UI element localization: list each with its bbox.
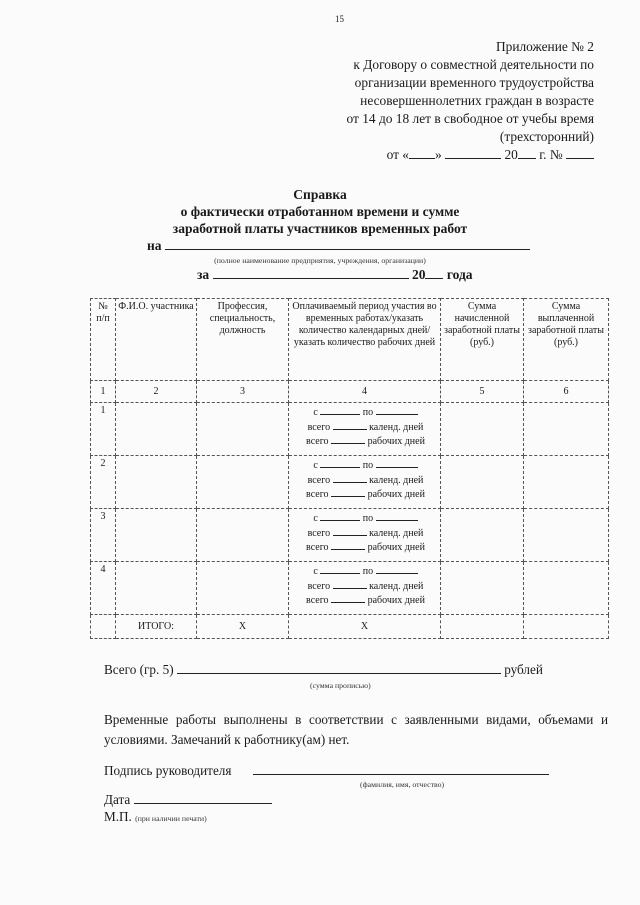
on-label: на (147, 238, 162, 253)
stamp-line (104, 809, 207, 825)
paid-cell[interactable] (524, 456, 609, 509)
paid-cell[interactable] (524, 403, 609, 456)
period-cell[interactable] (289, 562, 441, 615)
fio-cell[interactable] (116, 562, 197, 615)
header-cell: Профессия, специальность, должность (197, 299, 289, 381)
currency-label: рублей (504, 662, 543, 677)
header-cell: № п/п (91, 299, 116, 381)
year-blank[interactable] (518, 148, 536, 159)
appendix-line: несовершеннолетних граждан в возрасте (360, 93, 594, 108)
total-label: всего (307, 421, 331, 433)
total-label: всего (306, 489, 329, 500)
column-number: 3 (197, 381, 289, 403)
from-label: с (313, 566, 318, 577)
page-number: 15 (335, 14, 344, 24)
from-label: с (313, 460, 318, 471)
date-blank[interactable] (134, 792, 272, 804)
day-blank[interactable] (409, 148, 435, 159)
stamp-label: М.П. (104, 809, 132, 824)
column-number: 2 (116, 381, 197, 403)
total-label-cell: ИТОГО: (116, 615, 197, 639)
total-x-cell: Х (289, 615, 441, 639)
profession-cell[interactable] (197, 509, 289, 562)
column-number: 1 (91, 381, 116, 403)
total-paid-cell[interactable] (524, 615, 609, 639)
doc-title: Справка (293, 187, 347, 202)
work-days-label: рабочих дней (367, 489, 425, 500)
profession-cell[interactable] (197, 562, 289, 615)
total-label: всего (307, 474, 331, 486)
organization-line (147, 238, 530, 254)
header-cell: Сумма выплаченной заработной платы (руб.) (524, 299, 609, 381)
date-label: Дата (104, 792, 131, 807)
work-days-label: рабочих дней (367, 436, 425, 447)
total-label: всего (307, 527, 331, 539)
date-quote: » (435, 147, 442, 162)
table-row (91, 456, 609, 509)
organization-blank[interactable] (165, 238, 530, 250)
work-days-label: рабочих дней (367, 595, 425, 606)
period-cell[interactable] (289, 403, 441, 456)
appendix-line: организации временного трудоустройства (354, 75, 594, 90)
paid-cell[interactable] (524, 562, 609, 615)
total-label: всего (306, 595, 329, 606)
signature-line (104, 763, 549, 779)
accrued-cell[interactable] (441, 509, 524, 562)
date-from-label: от « (386, 147, 410, 162)
total-label: всего (306, 542, 329, 553)
paid-cell[interactable] (524, 509, 609, 562)
to-label: по (362, 566, 374, 577)
row-number: 2 (91, 456, 116, 509)
row-number: 3 (91, 509, 116, 562)
total-empty-cell (91, 615, 116, 639)
profession-cell[interactable] (197, 456, 289, 509)
header-cell: Сумма начисленной заработной платы (руб.) (441, 299, 524, 381)
report-table (90, 298, 609, 639)
calendar-days-label: календ. дней (369, 527, 424, 539)
appendix-line: к Договору о совместной деятельности по (353, 57, 594, 72)
contract-number-blank[interactable] (566, 148, 594, 159)
total-row (91, 615, 609, 639)
date-line (104, 792, 272, 808)
total-sum-line (104, 662, 543, 678)
accrued-cell[interactable] (441, 403, 524, 456)
period-line (197, 267, 473, 283)
header-cell: Ф.И.О. участника (116, 299, 197, 381)
period-year-word: года (446, 267, 473, 282)
organization-hint: (полное наименование предприятия, учреждения, организации) (214, 256, 426, 265)
to-label: по (362, 513, 374, 524)
total-x-cell: Х (197, 615, 289, 639)
header-cell: Оплачиваемый период участия во временных работах/указать количество календарных дней/указать количество рабочих дней (289, 299, 441, 381)
month-blank[interactable] (445, 148, 501, 159)
appendix-line: от 14 до 18 лет в свободное от учебы время (346, 111, 594, 126)
column-number: 4 (289, 381, 441, 403)
total-sum-hint: (сумма прописью) (310, 681, 371, 690)
to-label: по (362, 407, 374, 418)
year-prefix: 20 (504, 147, 518, 162)
total-sum-label: Всего (гр. 5) (104, 662, 174, 677)
statement-text: Временные работы выполнены в соответствии с заявленными видами, объемами и условиями. Замечаний к работнику(ам) нет. (104, 712, 608, 747)
fio-cell[interactable] (116, 509, 197, 562)
table-header-row (91, 299, 609, 381)
appendix-line: (трехсторонний) (499, 129, 594, 144)
period-year-prefix: 20 (411, 267, 426, 282)
period-cell[interactable] (289, 509, 441, 562)
calendar-days-label: календ. дней (369, 580, 424, 592)
calendar-days-label: календ. дней (369, 474, 424, 486)
column-number-row (91, 381, 609, 403)
to-label: по (362, 460, 374, 471)
signature-hint: (фамилия, имя, отчество) (360, 780, 445, 789)
from-label: с (313, 513, 318, 524)
signature-blank[interactable] (253, 763, 549, 775)
appendix-line: Приложение № 2 (495, 39, 594, 54)
total-label: всего (307, 580, 331, 592)
row-number: 4 (91, 562, 116, 615)
table-row (91, 403, 609, 456)
table-row (91, 562, 609, 615)
total-accrued-cell[interactable] (441, 615, 524, 639)
table-row (91, 509, 609, 562)
doc-subtitle-line: заработной платы участников временных работ (172, 221, 468, 236)
period-for-label: за (197, 267, 210, 282)
from-label: с (313, 407, 318, 418)
contract-date-line (264, 146, 594, 164)
signature-label: Подпись руководителя (104, 763, 232, 778)
doc-subtitle-line: о фактически отработанном времени и сумме (180, 204, 460, 219)
row-number: 1 (91, 403, 116, 456)
fio-cell[interactable] (116, 456, 197, 509)
total-label: всего (306, 436, 329, 447)
accrued-cell[interactable] (441, 562, 524, 615)
fio-cell[interactable] (116, 403, 197, 456)
column-number: 5 (441, 381, 524, 403)
profession-cell[interactable] (197, 403, 289, 456)
period-year-blank[interactable] (425, 267, 443, 279)
total-sum-blank[interactable] (177, 662, 501, 674)
period-cell[interactable] (289, 456, 441, 509)
column-number: 6 (524, 381, 609, 403)
stamp-hint: (при наличии печати) (135, 814, 207, 823)
period-blank[interactable] (213, 267, 409, 279)
calendar-days-label: календ. дней (369, 421, 424, 433)
accrued-cell[interactable] (441, 456, 524, 509)
appendix-header (264, 38, 594, 164)
work-days-label: рабочих дней (367, 542, 425, 553)
year-number-label: г. № (539, 147, 563, 162)
